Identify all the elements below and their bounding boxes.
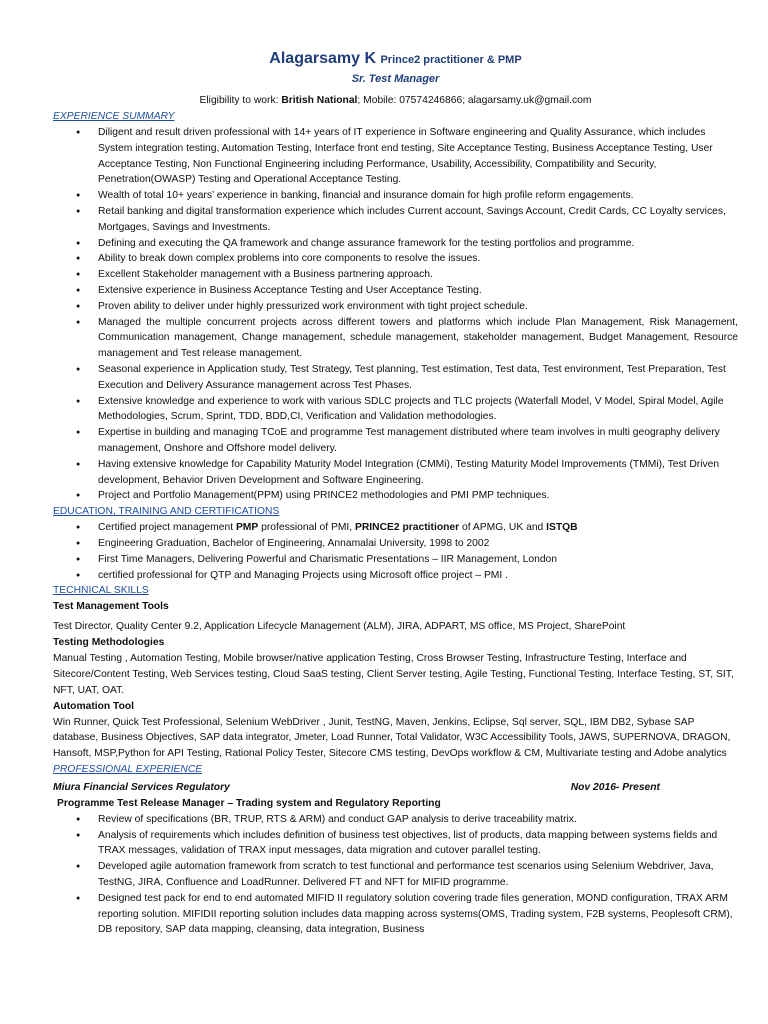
employer-name: Miura Financial Services Regulatory xyxy=(53,781,230,793)
contact-line xyxy=(53,93,738,109)
list-item: ● Wealth of total 10+ years’ experience in banking, financial and insurance domain for high profile reform engagements. xyxy=(98,188,738,204)
candidate-name: Alagarsamy K xyxy=(269,50,377,67)
list-item: ● Seasonal experience in Application study, Test Strategy, Test planning, Test estimation, Test data, Test environment, Test Preparation, Test Execution and Delivery Assurance management across Test Phases. xyxy=(98,362,738,394)
cert-text: professional of PMI, xyxy=(258,522,355,534)
list-item: ● Managed the multiple concurrent projects across different towers and platforms which include Plan Management, Risk Management, Communication management, Change management, schedule management, stakeholder management, Budget Management, Resource management and Test release management. xyxy=(98,315,738,362)
role-title: Programme Test Release Manager – Trading system and Regulatory Reporting xyxy=(57,797,441,809)
list-item-certifications xyxy=(98,520,738,536)
cert-prince2: PRINCE2 practitioner xyxy=(355,522,460,534)
cert-text: Certified project management xyxy=(98,522,236,534)
credentials: Prince2 practitioner & PMP xyxy=(380,54,522,66)
list-item: ● Diligent and result driven professional with 14+ years of IT experience in Software engineering and Quality Assurance, which includes System integration testing, Automation Testing, Interface front end testing, Site Acceptance Testing, Business Acceptance Testing, User Acceptance Testing, Non Functional Engineering including Performance, Usability, Accessibility, Compatibility and Security, Penetration(OWASP) Testing and Operational Acceptance Testing. xyxy=(98,125,738,188)
experience-summary-list xyxy=(53,125,738,504)
list-item: ● Engineering Graduation, Bachelor of Engineering, Annamalai University, 1998 to 2002 xyxy=(98,536,738,552)
list-item: ● Proven ability to deliver under highly pressurized work environment with tight project schedule. xyxy=(98,299,738,315)
list-item: ● Defining and executing the QA framework and change assurance framework for the testing portfolios and programme. xyxy=(98,236,738,252)
skill-group-title: Automation Tool xyxy=(53,700,135,712)
list-item: ● Extensive knowledge and experience to work with various SDLC projects and TLC projects (Waterfall Model, V Model, Spiral Model, Agile Methodologies, Scrum, Sprint, TDD, BDD,CI, Verification and Validation methodologies. xyxy=(98,394,738,426)
list-item: ● Having extensive knowledge for Capability Maturity Model Integration (CMMi), Testing Maturity Model Improvements (TMMi), Test Driven development, Behavior Driven Development and Software Engineering. xyxy=(98,457,738,489)
candidate-name-line xyxy=(53,48,738,71)
list-item: ● Retail banking and digital transformation experience which includes Current account, Savings Account, Credit Cards, CC Loyalty services, Mortgages, Savings and Investments. xyxy=(98,204,738,236)
list-item: ● Designed test pack for end to end automated MIFID II regulatory solution covering trade files generation, MOND configuration, TRAX ARM reporting solution. MIFIDII reporting solution includes data mapping across systems(OMS, Trading system, F2B systems, Peoplesoft CRM), DB repository, SAP data mapping, cleansing, data integration, Business xyxy=(98,891,738,938)
contact-prefix: Eligibility to work: xyxy=(199,95,282,106)
section-heading-experience-summary: EXPERIENCE SUMMARY xyxy=(53,111,175,122)
list-item: ● certified professional for QTP and Managing Projects using Microsoft office project – PMI . xyxy=(98,568,738,584)
responsibilities-list xyxy=(53,812,738,938)
nationality: British National xyxy=(281,95,358,106)
employer-row xyxy=(53,780,738,796)
skill-group-text: Test Director, Quality Center 9.2, Application Lifecycle Management (ALM), JIRA, ADPART, MS office, MS Project, SharePoint xyxy=(53,621,626,633)
skill-group-title: Test Management Tools xyxy=(53,601,169,613)
section-heading-education: EDUCATION, TRAINING AND CERTIFICATIONS xyxy=(53,506,280,518)
cert-text: of APMG, UK and xyxy=(459,522,547,534)
list-item: ● Extensive experience in Business Acceptance Testing and User Acceptance Testing. xyxy=(98,283,738,299)
education-list xyxy=(53,520,738,583)
contact-details: ; Mobile: 07574246866; alagarsamy.uk@gmail.com xyxy=(357,95,592,106)
skill-group-title: Testing Methodologies xyxy=(53,637,165,649)
skill-group-text: Manual Testing , Automation Testing, Mobile browser/native application Testing, Cross Browser Testing, Infrastructure Testing, Interface and Sitecore/Content Testing, Web Services testing, Cloud SaaS testing, Client Server testing, Agile Testing, Functional Testing, Interface Testing, ST, SIT, NFT, UAT, OAT. xyxy=(53,653,734,696)
list-item: ● Analysis of requirements which includes definition of business test objectives, list of products, data mapping between systems fields and TRAX messages, validation of TRAX input messages, data migration and cutover parallel testing. xyxy=(98,828,738,860)
list-item: ● Developed agile automation framework from scratch to test functional and performance test scenarios using Selenium Webdriver, Java, TestNG, JIRA, Confluence and LoadRunner. Delivered FT and NFT for MIFID programme. xyxy=(98,859,738,891)
resume-header xyxy=(53,48,738,109)
section-heading-professional-experience: PROFESSIONAL EXPERIENCE xyxy=(53,763,203,775)
cert-pmp: PMP xyxy=(235,522,259,534)
list-item: ● Expertise in building and managing TCoE and programme Test management distributed where team involves in multi geography delivery management, Onshore and Offshore model delivery. xyxy=(98,425,738,457)
job-title: Sr. Test Manager xyxy=(351,73,440,85)
list-item: ● Excellent Stakeholder management with a Business partnering approach. xyxy=(98,267,738,283)
list-item: ● First Time Managers, Delivering Powerful and Charismatic Presentations – IIR Management, London xyxy=(98,552,738,568)
employment-period: Nov 2016- Present xyxy=(570,781,660,793)
list-item: ● Ability to break down complex problems into core components to resolve the issues. xyxy=(98,251,738,267)
cert-istqb: ISTQB xyxy=(546,522,578,534)
skill-group-text: Win Runner, Quick Test Professional, Selenium WebDriver , Junit, TestNG, Maven, Jenkins, Eclipse, Sql server, SQL, IBM DB2, Sybase SAP database, Business Objectives, SAP data integrator, Jmeter, Load Runner, Total Validator, W3C Accessibility Tools, JAWS, SUPERNOVA, DRAGON, Hansoft, MSP,Python for API Testing, Rational Policy Tester, Sitecore CMS testing, DevOps workflow & CM, Multivariate testing and Adobe analytics xyxy=(53,716,731,760)
list-item: ● Project and Portfolio Management(PPM) using PRINCE2 methodologies and PMI PMP techniques. xyxy=(98,488,738,504)
list-item: ● Review of specifications (BR, TRUP, RTS & ARM) and conduct GAP analysis to derive traceability matrix. xyxy=(98,812,738,828)
section-heading-technical-skills: TECHNICAL SKILLS xyxy=(53,585,149,597)
